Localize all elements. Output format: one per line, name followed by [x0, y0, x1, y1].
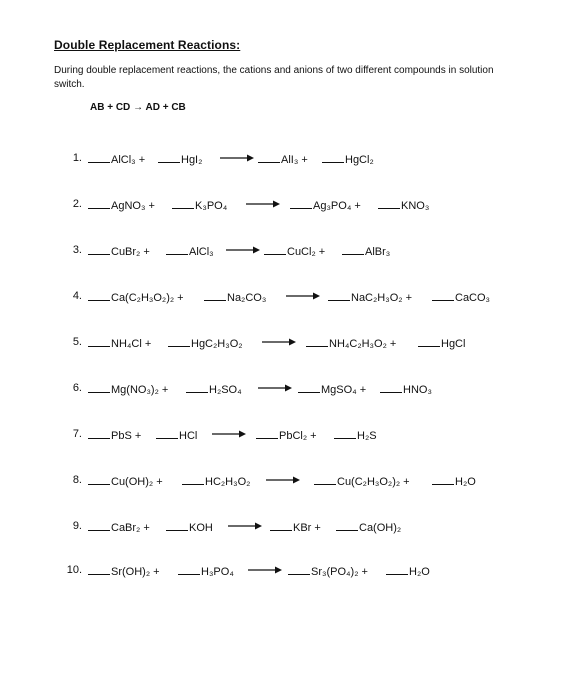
answer-blank[interactable]	[156, 428, 178, 439]
product-1: AlI₃ +	[258, 152, 308, 166]
answer-blank[interactable]	[168, 336, 190, 347]
answer-blank[interactable]	[186, 382, 208, 393]
reactant-2: AlCl₃	[166, 244, 214, 258]
answer-blank[interactable]	[88, 382, 110, 393]
product-2: HgCl₂	[322, 152, 374, 166]
reactant-1: AlCl₃ +	[88, 152, 145, 166]
answer-blank[interactable]	[306, 336, 328, 347]
answer-blank[interactable]	[290, 198, 312, 209]
answer-blank[interactable]	[88, 428, 110, 439]
answer-blank[interactable]	[88, 564, 110, 575]
answer-blank[interactable]	[182, 474, 204, 485]
answer-blank[interactable]	[336, 520, 358, 531]
arrow-icon	[212, 429, 246, 439]
answer-blank[interactable]	[432, 474, 454, 485]
answer-blank[interactable]	[288, 564, 310, 575]
answer-blank[interactable]	[328, 290, 350, 301]
product-1: CuCl₂ +	[264, 244, 325, 258]
equation-row	[0, 152, 578, 168]
answer-blank[interactable]	[88, 152, 110, 163]
reactant-2: HCl	[156, 428, 197, 442]
reactant-1: CaBr₂ +	[88, 520, 150, 534]
reactant-1: AgNO₃ +	[88, 198, 155, 212]
answer-blank[interactable]	[334, 428, 356, 439]
arrow-icon	[286, 291, 320, 301]
general-equation-arrow: →	[133, 102, 144, 113]
answer-blank[interactable]	[172, 198, 194, 209]
arrow-icon	[246, 199, 280, 209]
answer-blank[interactable]	[256, 428, 278, 439]
reactant-2: HgI₂	[158, 152, 202, 166]
product-1: KBr +	[270, 520, 321, 534]
arrow-icon	[220, 153, 254, 163]
answer-blank[interactable]	[418, 336, 440, 347]
product-1: NaC₂H₃O₂ +	[328, 290, 412, 304]
arrow-icon	[258, 383, 292, 393]
product-2: KNO₃	[378, 198, 429, 212]
equation-row	[0, 244, 578, 260]
product-2: CaCO₃	[432, 290, 490, 304]
answer-blank[interactable]	[264, 244, 286, 255]
equation-number: 2.	[72, 198, 82, 210]
arrow-icon	[248, 565, 282, 575]
equation-row	[0, 290, 578, 306]
answer-blank[interactable]	[270, 520, 292, 531]
reactant-1: Cu(OH)₂ +	[88, 474, 163, 488]
product-1: PbCl₂ +	[256, 428, 317, 442]
equation-number: 6.	[72, 382, 82, 394]
equation-row	[0, 564, 578, 580]
answer-blank[interactable]	[158, 152, 180, 163]
product-2: AlBr₃	[342, 244, 390, 258]
equation-number: 8.	[72, 474, 82, 486]
reactant-2: H₂SO₄	[186, 382, 242, 396]
reactant-1: Mg(NO₃)₂ +	[88, 382, 168, 396]
product-2: H₂S	[334, 428, 377, 442]
reactant-1: CuBr₂ +	[88, 244, 150, 258]
reactant-2: HC₂H₃O₂	[182, 474, 250, 488]
answer-blank[interactable]	[88, 336, 110, 347]
reactant-2: H₃PO₄	[178, 564, 234, 578]
answer-blank[interactable]	[88, 474, 110, 485]
equation-number: 5.	[72, 336, 82, 348]
reactant-2: HgC₂H₃O₂	[168, 336, 243, 350]
equation-number: 3.	[72, 244, 82, 256]
answer-blank[interactable]	[166, 520, 188, 531]
answer-blank[interactable]	[88, 520, 110, 531]
product-2: Ca(OH)₂	[336, 520, 401, 534]
equation-number: 7.	[72, 428, 82, 440]
product-2: HgCl	[418, 336, 465, 350]
reactant-1: PbS +	[88, 428, 141, 442]
answer-blank[interactable]	[386, 564, 408, 575]
answer-blank[interactable]	[378, 198, 400, 209]
general-equation-right: AD + CB	[145, 102, 186, 113]
reactant-1: Ca(C₂H₃O₂)₂ +	[88, 290, 184, 304]
arrow-icon	[266, 475, 300, 485]
answer-blank[interactable]	[342, 244, 364, 255]
product-2: H₂O	[432, 474, 476, 488]
equation-row	[0, 428, 578, 444]
page-title: Double Replacement Reactions:	[54, 38, 241, 52]
equation-row	[0, 382, 578, 398]
product-1: MgSO₄ +	[298, 382, 366, 396]
arrow-icon	[226, 245, 260, 255]
answer-blank[interactable]	[298, 382, 320, 393]
general-equation-left: AB + CD	[90, 102, 131, 113]
answer-blank[interactable]	[322, 152, 344, 163]
answer-blank[interactable]	[88, 290, 110, 301]
reactant-1: NH₄Cl +	[88, 336, 151, 350]
product-1: Cu(C₂H₃O₂)₂ +	[314, 474, 410, 488]
intro-text: During double replacement reactions, the cations and anions of two different compounds in solution switch.	[54, 65, 494, 90]
equation-number: 4.	[72, 290, 82, 302]
product-2: HNO₃	[380, 382, 432, 396]
product-1: Ag₃PO₄ +	[290, 198, 361, 212]
answer-blank[interactable]	[432, 290, 454, 301]
reactant-2: Na₂CO₃	[204, 290, 266, 304]
reactant-2: K₃PO₄	[172, 198, 227, 212]
answer-blank[interactable]	[204, 290, 226, 301]
equation-number: 10.	[66, 564, 82, 576]
answer-blank[interactable]	[258, 152, 280, 163]
product-2: H₂O	[386, 564, 430, 578]
answer-blank[interactable]	[88, 244, 110, 255]
answer-blank[interactable]	[166, 244, 188, 255]
general-equation	[90, 102, 186, 113]
equation-row	[0, 198, 578, 214]
reactant-2: KOH	[166, 520, 213, 534]
equation-row	[0, 474, 578, 490]
arrow-icon	[228, 521, 262, 531]
reactant-1: Sr(OH)₂ +	[88, 564, 160, 578]
equation-number: 9.	[72, 520, 82, 532]
answer-blank[interactable]	[314, 474, 336, 485]
arrow-icon	[262, 337, 296, 347]
product-1: NH₄C₂H₃O₂ +	[306, 336, 396, 350]
equation-row	[0, 520, 578, 536]
answer-blank[interactable]	[88, 198, 110, 209]
equation-number: 1.	[72, 152, 82, 164]
equation-row	[0, 336, 578, 352]
answer-blank[interactable]	[178, 564, 200, 575]
product-1: Sr₃(PO₄)₂ +	[288, 564, 368, 578]
answer-blank[interactable]	[380, 382, 402, 393]
